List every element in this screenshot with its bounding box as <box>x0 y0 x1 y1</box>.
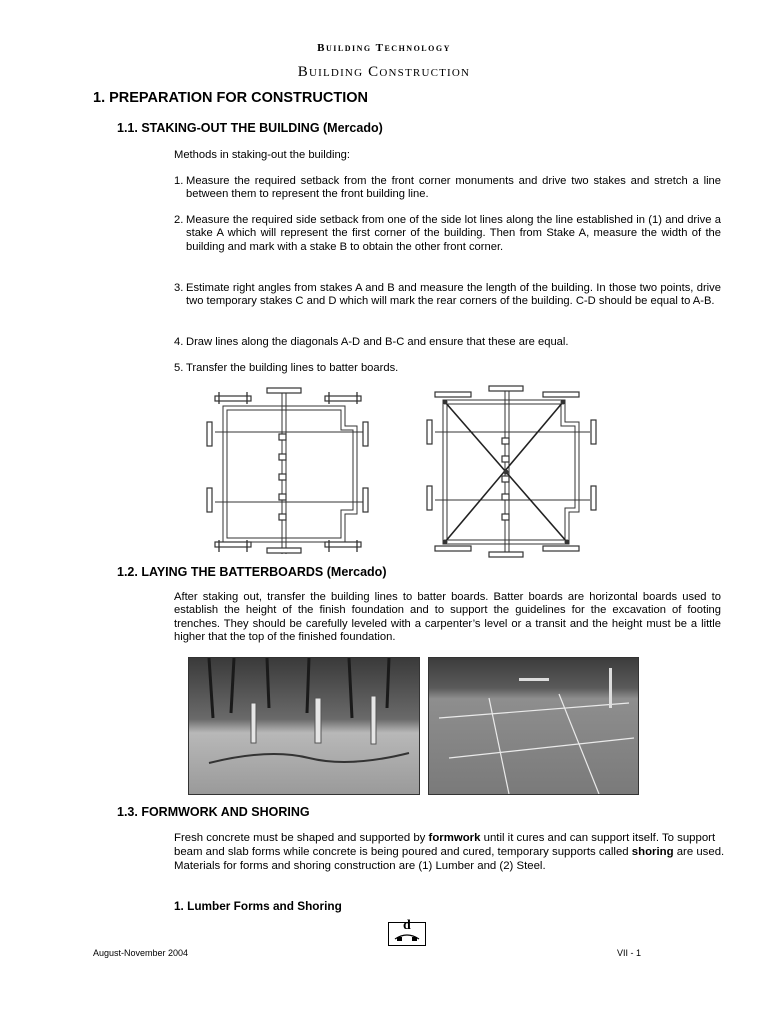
batterboard-photo-woods <box>188 657 420 795</box>
footer-date: August-November 2004 <box>93 948 189 958</box>
formwork-paragraph <box>174 831 734 873</box>
footer-page-number: VII - 1 <box>617 948 642 958</box>
shoring-term: shoring <box>631 846 674 858</box>
publisher-logo <box>388 918 426 946</box>
staking-diagram-diagonals <box>425 382 610 562</box>
formwork-text-a: Fresh concrete must be shaped and supported by <box>174 832 429 844</box>
subsection-heading-batterboards: 1.2. LAYING THE BATTERBOARDS (Mercado) <box>117 565 387 579</box>
staking-step-4 <box>174 336 721 349</box>
document-series-header: Building Technology <box>317 42 451 54</box>
step-number: 5. <box>174 362 184 374</box>
formwork-term: formwork <box>428 832 481 844</box>
staking-step-5 <box>174 362 721 375</box>
step-number: 4. <box>174 336 184 348</box>
staking-intro: Methods in staking-out the building: <box>174 149 351 161</box>
step-number: 1. <box>174 175 184 187</box>
document-title: Building Construction <box>297 64 471 80</box>
step-text: Measure the required setback from the front corner monuments and drive two stakes and stretch a line between them to represent the front building line. <box>186 175 721 201</box>
batterboard-photo-site <box>428 657 639 795</box>
step-text: Measure the required side setback from one of the side lot lines along the line established in (1) and drive a stake A which will represent the first corner of the building. Then from Stake A, measure the width of the building and mark with a stake B to obtain the other front corner. <box>186 214 721 253</box>
step-number: 2. <box>174 214 184 226</box>
staking-step-2 <box>174 214 721 254</box>
subsection-heading-staking: 1.1. STAKING-OUT THE BUILDING (Mercado) <box>117 121 383 135</box>
step-text: Transfer the building lines to batter boards. <box>186 362 399 374</box>
section-heading: 1. PREPARATION FOR CONSTRUCTION <box>93 90 368 106</box>
lumber-forms-heading: 1. Lumber Forms and Shoring <box>174 899 342 913</box>
logo-letter: d <box>403 918 411 933</box>
formwork-text-c: are used. Materials for forms and shoring construction are (1) Lumber and (2) Steel. <box>174 846 725 872</box>
subsection-heading-formwork: 1.3. FORMWORK AND SHORING <box>117 805 310 819</box>
formwork-text-b: until it cures and can support itself. To support beam and slab forms while concrete is being poured and cured, temporary supports called <box>174 832 716 858</box>
step-number: 3. <box>174 282 184 294</box>
staking-diagram-lines <box>205 382 387 562</box>
batterboards-paragraph: After staking out, transfer the building lines to batter boards. Batter boards are horizontal boards used to establish the height of the finish foundation and to support the guidelines for the excavation of footing trenches. They should be carefully leveled with a carpenter’s level or a transit and the height must be a little higher that the top of the finished foundation. <box>174 591 721 644</box>
step-text: Estimate right angles from stakes A and B and measure the length of the building. In those two points, drive two temporary stakes C and D which will mark the rear corners of the building. C-D should be equal to A-B. <box>186 282 721 308</box>
staking-step-1 <box>174 175 721 202</box>
step-text: Draw lines along the diagonals A-D and B-C and ensure that these are equal. <box>186 336 569 348</box>
staking-step-3 <box>174 282 721 309</box>
